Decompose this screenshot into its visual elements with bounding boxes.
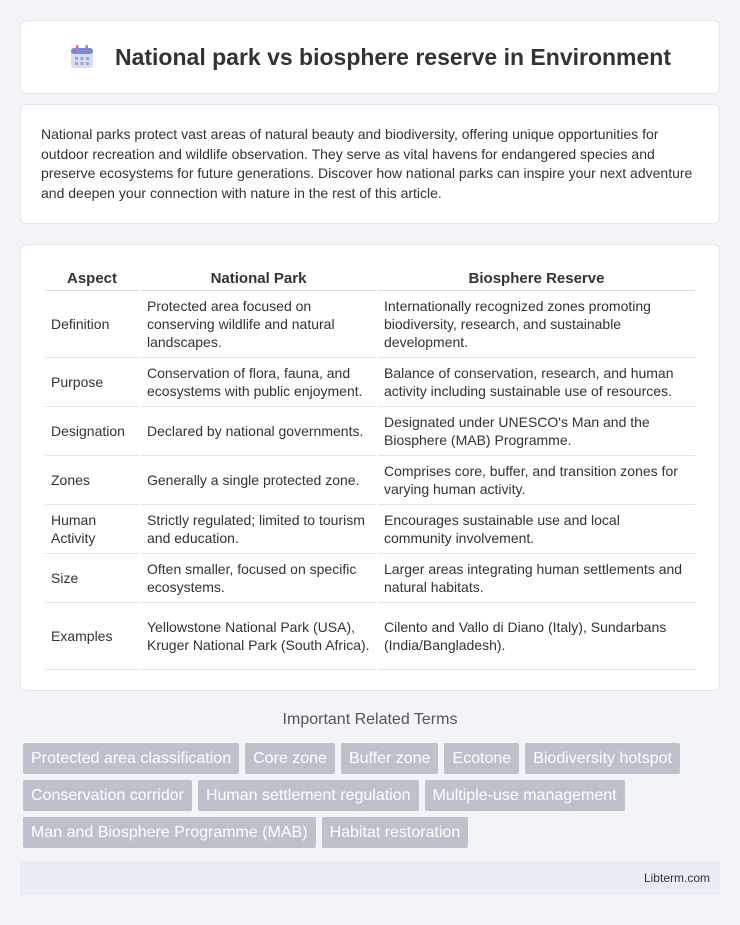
row-aspect: Purpose [45,358,139,407]
row-biosphere-reserve: Comprises core, buffer, and transition zones for varying human activity. [378,456,695,505]
row-national-park: Generally a single protected zone. [141,456,376,505]
row-aspect: Human Activity [45,505,139,554]
row-aspect: Definition [45,291,139,358]
row-biosphere-reserve: Encourages sustainable use and local community involvement. [378,505,695,554]
related-terms-heading: Important Related Terms [282,711,458,728]
calendar-icon [69,44,95,70]
row-national-park: Strictly regulated; limited to tourism and education. [141,505,376,554]
table-row [45,291,695,358]
page-title: National park vs biosphere reserve in Environment [114,43,672,70]
intro-card [20,104,720,224]
row-biosphere-reserve: Internationally recognized zones promoting biodiversity, research, and sustainable development. [378,291,695,358]
footer [20,861,720,895]
row-national-park: Yellowstone National Park (USA), Kruger National Park (South Africa). [141,603,376,670]
table-row [45,554,695,603]
term-tag[interactable]: Human settlement regulation [198,780,419,811]
row-biosphere-reserve: Larger areas integrating human settlements and natural habitats. [378,554,695,603]
row-biosphere-reserve: Designated under UNESCO's Man and the Biosphere (MAB) Programme. [378,407,695,456]
table-row [45,603,695,670]
header-aspect: Aspect [45,267,139,291]
term-tag[interactable]: Multiple-use management [425,780,625,811]
term-tag[interactable]: Ecotone [444,743,519,774]
term-tag[interactable]: Conservation corridor [23,780,192,811]
row-national-park: Declared by national governments. [141,407,376,456]
row-national-park: Often smaller, focused on specific ecosystems. [141,554,376,603]
header-card [20,20,720,94]
comparison-table-card [20,244,720,691]
header-national-park: National Park [141,267,376,291]
row-aspect: Zones [45,456,139,505]
row-national-park: Conservation of flora, fauna, and ecosystems with public enjoyment. [141,358,376,407]
header-biosphere-reserve: Biosphere Reserve [378,267,695,291]
term-tag[interactable]: Protected area classification [23,743,239,774]
intro-text: National parks protect vast areas of natural beauty and biodiversity, offering unique opportunities for outdoor recreation and wildlife observation. They serve as vital havens for endangered species and preserve ecosystems for future generations. Discover how national parks can inspire your next adventure and deepen your connection with nature in the rest of this article. [41,126,693,201]
row-biosphere-reserve: Cilento and Vallo di Diano (Italy), Sundarbans (India/Bangladesh). [378,603,695,670]
term-tag[interactable]: Buffer zone [341,743,439,774]
related-terms-list [23,743,723,854]
table-header-row [45,267,695,291]
term-tag[interactable]: Biodiversity hotspot [525,743,680,774]
row-national-park: Protected area focused on conserving wildlife and natural landscapes. [141,291,376,358]
row-aspect: Examples [45,603,139,670]
term-tag[interactable]: Core zone [245,743,335,774]
footer-site-link[interactable]: Libterm.com [643,871,710,885]
term-tag[interactable]: Man and Biosphere Programme (MAB) [23,817,316,848]
row-aspect: Size [45,554,139,603]
table-row [45,456,695,505]
table-row [45,407,695,456]
term-tag[interactable]: Habitat restoration [322,817,469,848]
row-aspect: Designation [45,407,139,456]
table-row [45,505,695,554]
row-biosphere-reserve: Balance of conservation, research, and human activity including sustainable use of resources. [378,358,695,407]
comparison-table [43,267,697,670]
table-row [45,358,695,407]
